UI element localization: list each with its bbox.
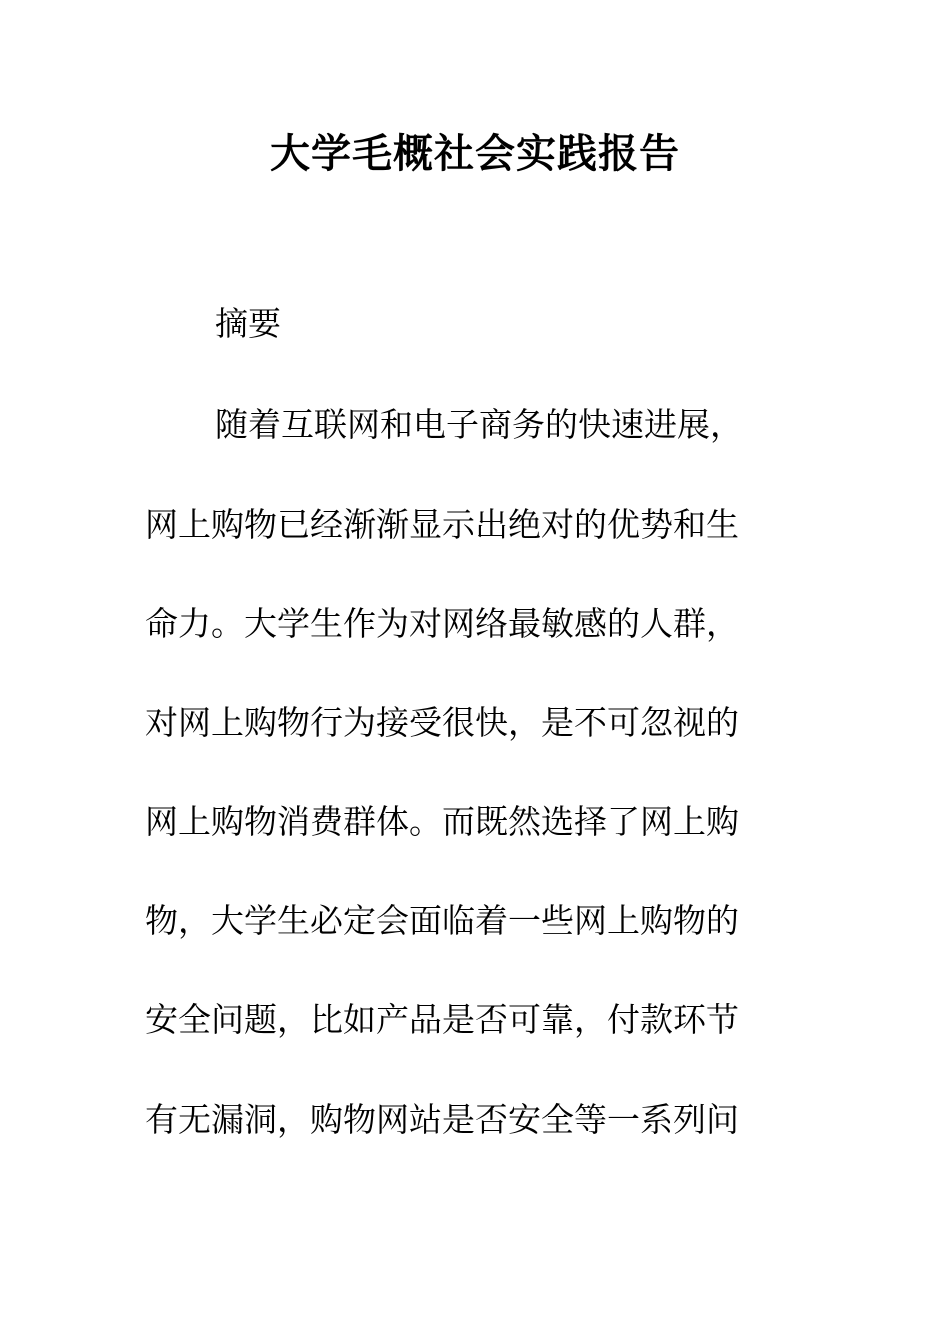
body-line: 网上购物消费群体。而既然选择了网上购 xyxy=(145,802,739,841)
body-line: 对网上购物行为接受很快，是不可忽视的 xyxy=(145,703,739,742)
body-line: 有无漏洞，购物网站是否安全等一系列问 xyxy=(145,1100,739,1139)
body-line: 随着互联网和电子商务的快速进展， xyxy=(215,405,743,444)
document-title: 大学毛概社会实践报告 xyxy=(270,130,680,177)
abstract-heading: 摘要 xyxy=(215,304,281,343)
body-line: 网上购物已经渐渐显示出绝对的优势和生 xyxy=(145,505,739,544)
body-line: 物，大学生必定会面临着一些网上购物的 xyxy=(145,901,739,940)
body-line: 命力。大学生作为对网络最敏感的人群， xyxy=(145,604,739,643)
body-line: 安全问题，比如产品是否可靠，付款环节 xyxy=(145,1000,739,1039)
